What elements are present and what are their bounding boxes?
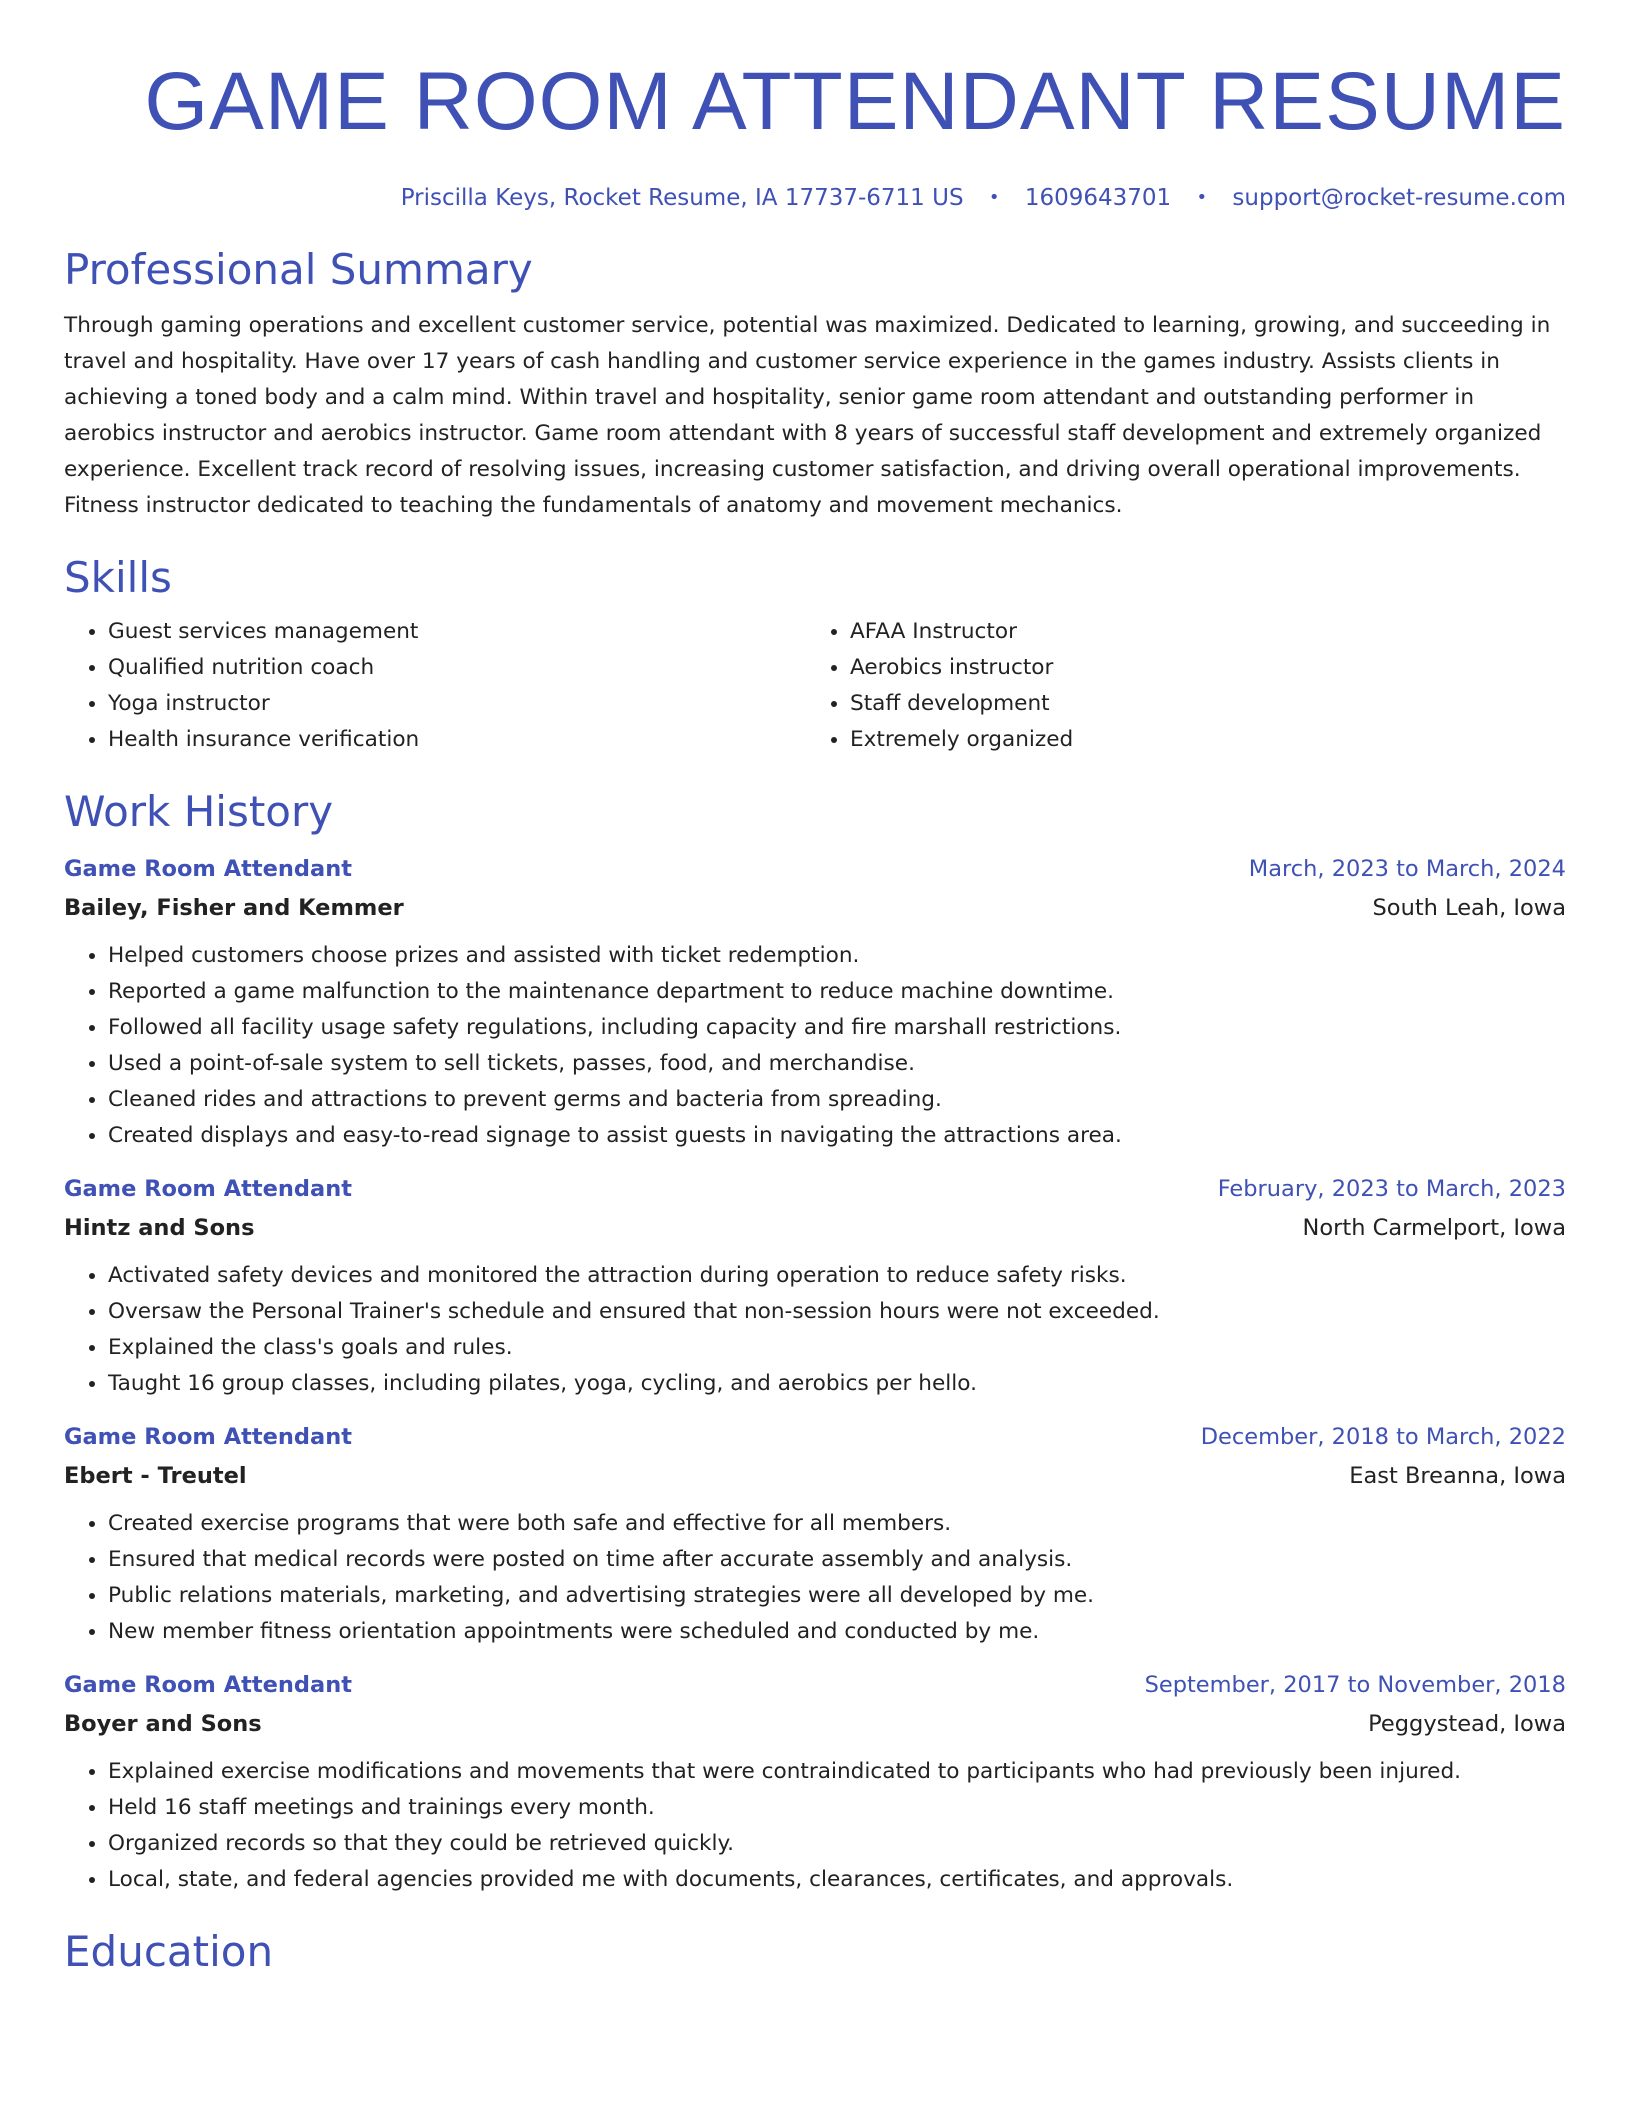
job-dates: March, 2023 to March, 2024: [1248, 856, 1566, 882]
job-bullet: • Activated safety devices and monitored the attraction during operation to reduce safety risks.: [108, 1258, 1566, 1294]
job-title: Game Room Attendant: [64, 1672, 352, 1698]
work-history-heading: Work History: [64, 787, 334, 836]
job-company: Ebert - Treutel: [64, 1463, 247, 1489]
job-title: Game Room Attendant: [64, 856, 352, 882]
job-entry: [64, 1666, 1566, 1898]
skill-item: • Extremely organized: [850, 722, 1548, 758]
job-dates: September, 2017 to November, 2018: [1144, 1672, 1566, 1698]
skill-item: • AFAA Instructor: [850, 614, 1548, 650]
job-company: Bailey, Fisher and Kemmer: [64, 895, 404, 921]
contact-address: Priscilla Keys, Rocket Resume, IA 17737-6711 US: [400, 185, 964, 211]
contact-separator: •: [1196, 187, 1208, 208]
skills-column-left: [64, 614, 806, 758]
skills-column-right: [806, 614, 1548, 758]
job-bullet: • Local, state, and federal agencies provided me with documents, clearances, certificates, and approvals.: [108, 1862, 1566, 1898]
job-entry: [64, 850, 1566, 1154]
job-dates: December, 2018 to March, 2022: [1200, 1424, 1566, 1450]
skill-item: • Aerobics instructor: [850, 650, 1548, 686]
summary-heading: Professional Summary: [64, 245, 533, 294]
contact-line: [64, 180, 1566, 216]
skill-item: • Guest services management: [108, 614, 806, 650]
job-entry: [64, 1418, 1566, 1650]
job-bullet: • Followed all facility usage safety regulations, including capacity and fire marshall restrictions.: [108, 1010, 1566, 1046]
job-title: Game Room Attendant: [64, 1176, 352, 1202]
job-entry: [64, 1170, 1566, 1402]
job-title: Game Room Attendant: [64, 1424, 352, 1450]
skill-item: • Yoga instructor: [108, 686, 806, 722]
job-bullet: • Held 16 staff meetings and trainings every month.: [108, 1790, 1566, 1826]
job-bullets: [64, 1754, 1566, 1898]
skills-heading: Skills: [64, 553, 172, 602]
job-company: Boyer and Sons: [64, 1711, 262, 1737]
job-bullet: • Helped customers choose prizes and assisted with ticket redemption.: [108, 938, 1566, 974]
job-bullet: • Created exercise programs that were both safe and effective for all members.: [108, 1506, 1566, 1542]
job-bullets: [64, 1506, 1566, 1650]
job-bullet: • Cleaned rides and attractions to prevent germs and bacteria from spreading.: [108, 1082, 1566, 1118]
job-bullet: • New member fitness orientation appointments were scheduled and conducted by me.: [108, 1614, 1566, 1650]
job-bullet: • Taught 16 group classes, including pilates, yoga, cycling, and aerobics per hello.: [108, 1366, 1566, 1402]
resume-title: GAME ROOM ATTENDANT RESUME: [144, 56, 1566, 147]
job-bullet: • Oversaw the Personal Trainer's schedule and ensured that non-session hours were not exceeded.: [108, 1294, 1566, 1330]
job-company: Hintz and Sons: [64, 1215, 255, 1241]
job-bullet: • Explained exercise modifications and movements that were contraindicated to participants who had previously been injured.: [108, 1754, 1566, 1790]
skills-list: [64, 614, 1566, 758]
contact-separator: •: [988, 187, 1000, 208]
contact-phone: 1609643701: [1024, 185, 1172, 211]
summary-text: Through gaming operations and excellent customer service, potential was maximized. Dedicated to learning, growing, and succeeding in travel and hospitality. Have over 17 years of cash handling and customer service experience in the games industry. Assists clients in achieving a toned body and a calm mind. Within travel and hospitality, senior game room attendant and outstanding performer in aerobics instructor and aerobics instructor. Game room attendant with 8 years of successful staff development and extremely organized experience. Excellent track record of resolving issues, increasing customer satisfaction, and driving overall operational improvements. Fitness instructor dedicated to teaching the fundamentals of anatomy and movement mechanics.: [64, 313, 1551, 518]
job-location: Peggystead, Iowa: [1368, 1711, 1566, 1737]
job-bullet: • Public relations materials, marketing, and advertising strategies were all developed by me.: [108, 1578, 1566, 1614]
job-bullet: • Organized records so that they could be retrieved quickly.: [108, 1826, 1566, 1862]
skill-item: • Qualified nutrition coach: [108, 650, 806, 686]
job-bullets: [64, 938, 1566, 1154]
job-bullet: • Reported a game malfunction to the maintenance department to reduce machine downtime.: [108, 974, 1566, 1010]
skill-item: • Staff development: [850, 686, 1548, 722]
job-bullet: • Explained the class's goals and rules.: [108, 1330, 1566, 1366]
job-bullets: [64, 1258, 1566, 1402]
job-location: North Carmelport, Iowa: [1302, 1215, 1566, 1241]
job-bullet: • Created displays and easy-to-read signage to assist guests in navigating the attractions area.: [108, 1118, 1566, 1154]
job-bullet: • Ensured that medical records were posted on time after accurate assembly and analysis.: [108, 1542, 1566, 1578]
resume-page: [64, 0, 1566, 1978]
skill-item: • Health insurance verification: [108, 722, 806, 758]
job-location: East Breanna, Iowa: [1349, 1463, 1566, 1489]
job-dates: February, 2023 to March, 2023: [1217, 1176, 1566, 1202]
contact-email: support@rocket-resume.com: [1232, 185, 1566, 211]
education-heading: Education: [64, 1927, 274, 1976]
job-location: South Leah, Iowa: [1372, 895, 1566, 921]
job-bullet: • Used a point-of-sale system to sell tickets, passes, food, and merchandise.: [108, 1046, 1566, 1082]
